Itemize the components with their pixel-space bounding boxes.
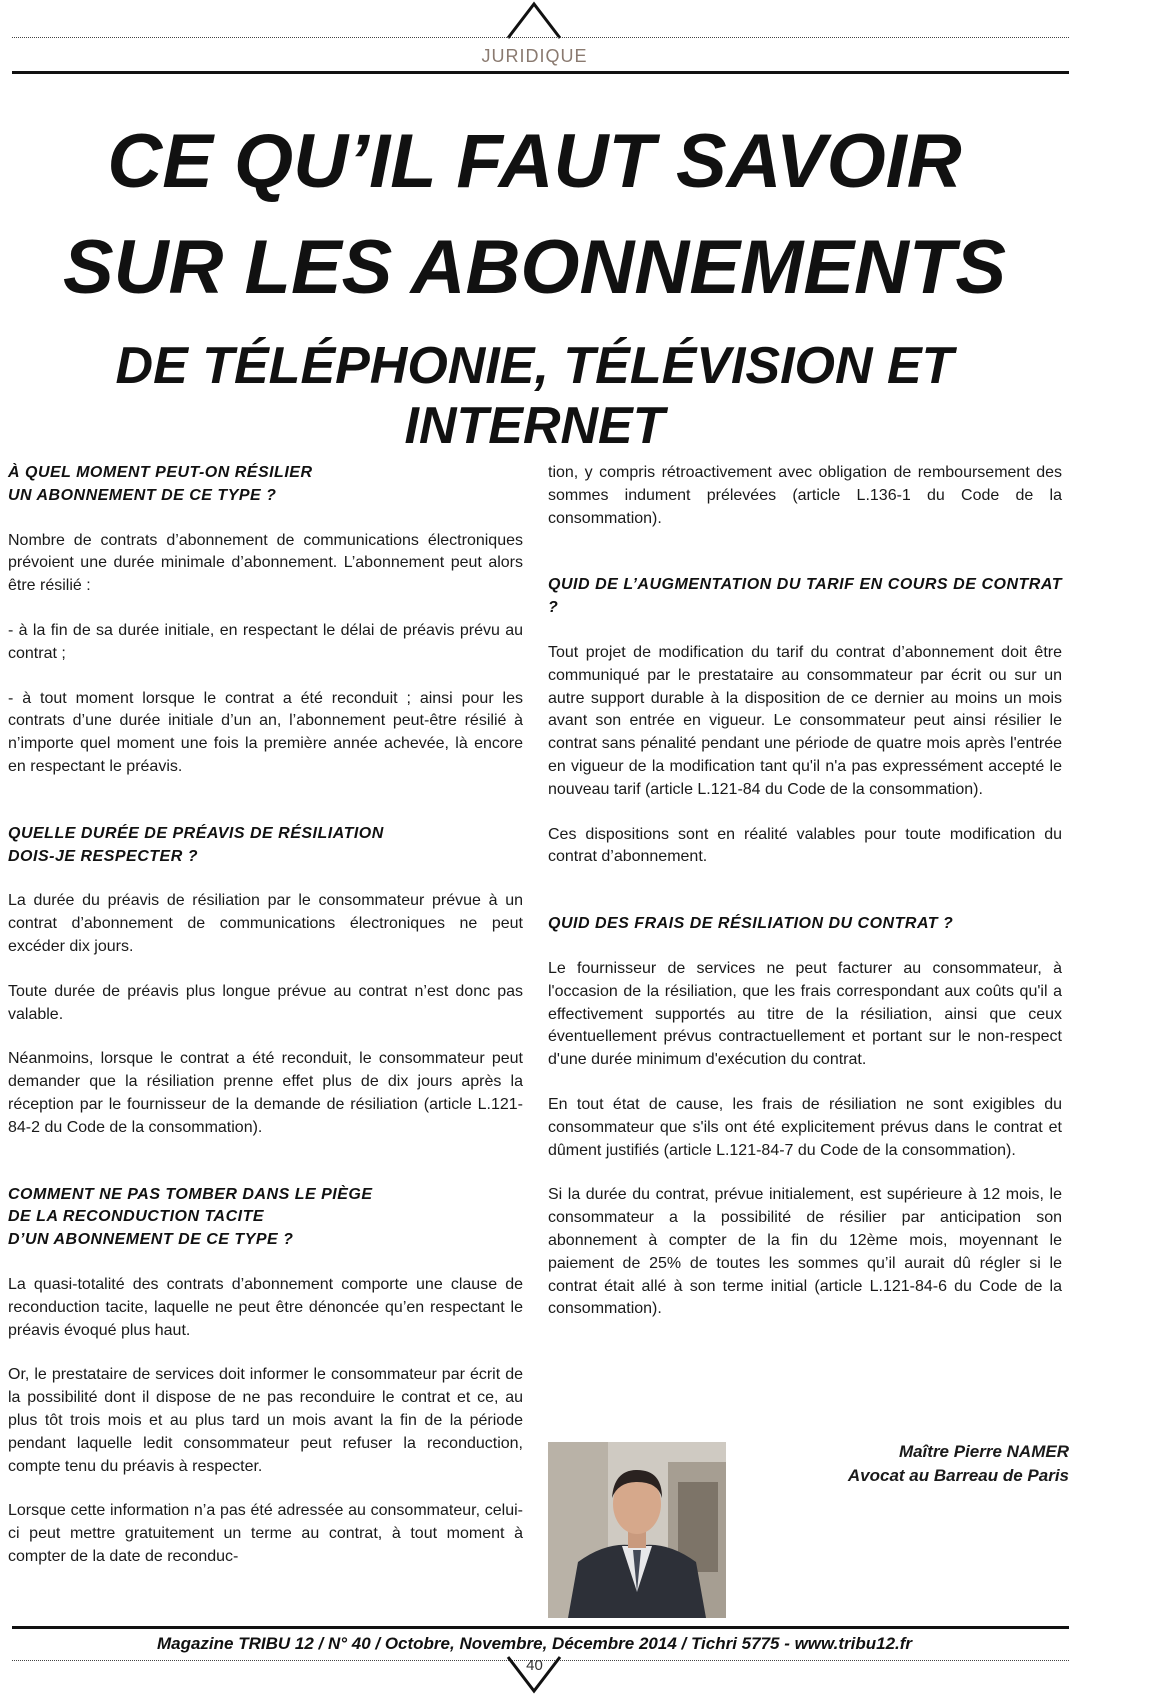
right-paragraph: Ces dispositions sont en réalité valables pour toute modification du contrat d’abonnement. [548,825,1062,866]
author-signature [848,1440,1069,1488]
header-triangle-ornament [504,0,564,40]
author-role: Avocat au Barreau de Paris [847,1466,1069,1485]
left-heading-2: QUELLE DURÉE DE PRÉAVIS DE RÉSILIATION DOIS-JE RESPECTER ? [8,824,384,865]
title-line-1: CE QU’IL FAUT SAVOIR [107,119,962,204]
title-line-2: SUR LES ABONNEMENTS [62,225,1007,310]
left-paragraph: La durée du préavis de résiliation par le consommateur prévue à un contrat d’abonnement de communications électroniques ne peut excéder dix jours. [8,892,523,955]
author-name: Maître Pierre NAMER [898,1442,1069,1461]
right-paragraph: Le fournisseur de services ne peut facturer au consommateur, à l'occasion de la résiliation, que les frais correspondant aux coûts qu'il a effectivement supportés au titre de la résiliation, ainsi que ceux éventuellement prévus contractuellement et portant sur le non-respect d'une durée minimum d'exécution du contrat. [548,959,1062,1069]
right-paragraph: Si la durée du contrat, prévue initialement, est supérieure à 12 mois, le consommateur a la possibilité de résilier par anticipation son abonnement à compter de la fin du 12ème mois, moyennant le paiement de 25% de toutes les sommes qu’il aurait dû régler si le contrat était allé à son terme initial (article L.121-84-6 du Code de la consommation). [548,1186,1062,1318]
right-paragraph: En tout état de cause, les frais de résiliation ne sont exigibles du consommateur que s'ils ont été explicitement prévus dans le contrat et dûment justifiés (article L.121-84-7 du Code de la consommation). [548,1095,1062,1159]
right-heading-1: QUID DE L’AUGMENTATION DU TARIF EN COURS DE CONTRAT ? [548,576,1062,617]
left-heading-1: À QUEL MOMENT PEUT-ON RÉSILIER UN ABONNEMENT DE CE TYPE ? [8,464,313,504]
left-column [8,462,523,1591]
left-paragraph: - à tout moment lorsque le contrat a été reconduit ; ainsi pour les contrats d’une durée initiale d’un an, l’abonnement peut-être résilié à n’importe quel moment une fois la première année achevée, là encore en respectant le préavis. [8,689,523,775]
right-column [548,462,1062,1343]
left-paragraph: - à la fin de sa durée initiale, en respectant le délai de préavis prévu au contrat ; [8,621,523,662]
left-paragraph: Or, le prestataire de services doit informer le consommateur par écrit de la possibilité dont il dispose de ne pas reconduire le contrat et ce, au plus tôt trois mois et au plus tard un mois avant la fin de la période pendant laquelle ledit consommateur peut refuser la reconduction, compte tenu du préavis à respecter. [8,1366,523,1475]
author-photo [548,1442,726,1618]
footer-rule [12,1626,1069,1629]
right-paragraph: Tout projet de modification du tarif du contrat d’abonnement doit être communiqué par le prestataire au consommateur par écrit ou sur un autre support durable à la disposition de ce dernier au moins un mois avant son entrée en vigueur. Le consommateur peut ainsi résilier le contrat sans pénalité pendant une période de quatre mois après l'entrée en vigueur de la modification tant qu'il n'a pas expressément accepté le nouveau tarif (article L.121-84 du Code de la consommation). [548,643,1062,798]
section-label: JURIDIQUE [481,46,588,66]
left-paragraph: La quasi-totalité des contrats d’abonnement comporte une clause de reconduction tacite, laquelle ne peut être dénoncée qu’en respectant le préavis évoqué plus haut. [8,1275,523,1339]
right-heading-2: QUID DES FRAIS DE RÉSILIATION DU CONTRAT ? [548,915,954,933]
left-paragraph: Néanmoins, lorsque le contrat a été reconduit, le consommateur peut demander que la résiliation prenne effet plus de dix jours après la réception par le fournisseur de la demande de résiliation (article L.121-84-2 du Code de la consommation). [8,1050,523,1136]
title-line-3: DE TÉLÉPHONIE, TÉLÉVISION ET INTERNET [115,337,954,455]
footer-triangle-ornament [504,1655,564,1695]
page-number: 40 [526,1657,543,1674]
left-paragraph: Nombre de contrats d’abonnement de communications électroniques prévoient une durée minimale d’abonnement. L’abonnement peut alors être résilié : [8,531,523,595]
header-rule [12,71,1069,74]
right-paragraph: tion, y compris rétroactivement avec obligation de remboursement des sommes indument prélevées (article L.136-1 du Code de la consommation). [548,464,1062,527]
header-dotted-rule [12,37,1069,38]
left-paragraph: Toute durée de préavis plus longue prévue au contrat n’est donc pas valable. [8,982,523,1023]
left-paragraph: Lorsque cette information n’a pas été adressée au consommateur, celui-ci peut mettre gratuitement un terme au contrat, à tout moment à compter de la date de reconduc- [8,1502,523,1565]
footer-credits: Magazine TRIBU 12 / N° 40 / Octobre, Novembre, Décembre 2014 / Tichri 5775 - www.tribu12.fr [156,1634,913,1653]
left-heading-3: COMMENT NE PAS TOMBER DANS LE PIÈGE DE LA RECONDUCTION TACITE D’UN ABONNEMENT DE CE TYPE ? [8,1185,373,1249]
